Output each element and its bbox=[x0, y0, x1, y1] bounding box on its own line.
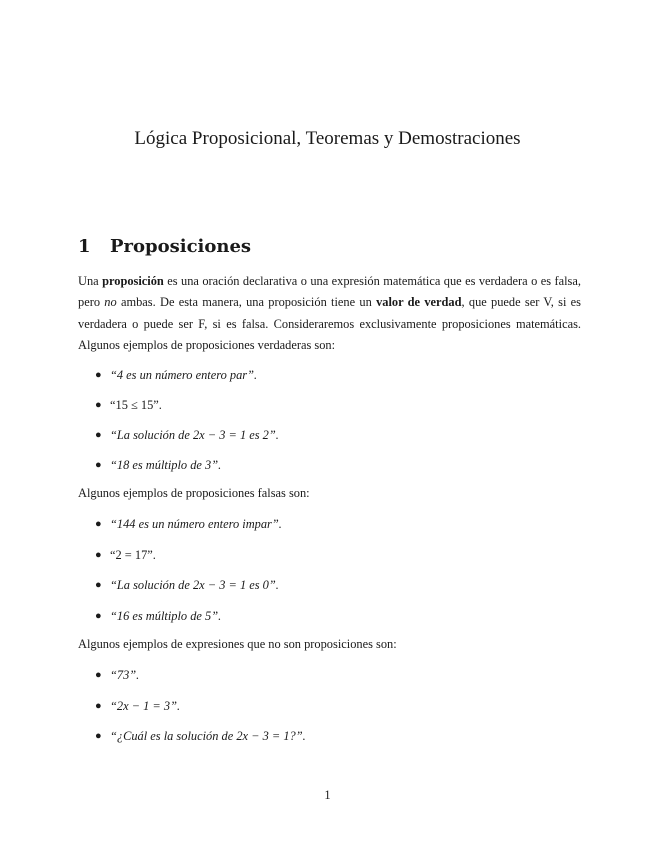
non-proposition-intro: Algunos ejemplos de expresiones que no son proposiciones son: bbox=[78, 637, 397, 651]
intro-text-4: , que puede ser V, si es verdadera o puede ser F, si es falsa. Consideraremos exclusivamente proposiciones matemáticas. Algunos ejemplos de proposiciones verdaderas son: bbox=[78, 295, 581, 352]
bullet-icon: ● bbox=[95, 459, 102, 471]
true-example-3: “La solución de 2x − 3 = 1 es 2”. bbox=[110, 428, 279, 442]
false-example-2: “2 = 17”. bbox=[110, 548, 156, 562]
bullet-icon: ● bbox=[95, 700, 102, 712]
list-item bbox=[78, 576, 578, 594]
non-example-1: “73”. bbox=[110, 668, 140, 682]
intro-text-2: es una oración declarativa o una expresión matemática que es verdadera o es falsa, pero bbox=[78, 274, 581, 310]
bullet-icon: ● bbox=[95, 610, 102, 622]
bullet-icon: ● bbox=[95, 518, 102, 530]
bullet-icon: ● bbox=[95, 579, 102, 591]
bullet-icon: ● bbox=[95, 399, 102, 411]
page-number: 1 bbox=[324, 788, 331, 802]
list-item bbox=[78, 607, 578, 625]
section-title: Proposiciones bbox=[110, 236, 252, 257]
false-example-3: “La solución de 2x − 3 = 1 es 0”. bbox=[110, 578, 279, 592]
bullet-icon: ● bbox=[95, 549, 102, 561]
true-example-1: “4 es un número entero par”. bbox=[110, 368, 258, 382]
true-example-4: “18 es múltiplo de 3”. bbox=[110, 458, 222, 472]
intro-text-3: ambas. De esta manera, una proposición tiene un bbox=[116, 295, 377, 310]
section-heading bbox=[78, 234, 251, 260]
list-item bbox=[78, 426, 578, 444]
bullet-icon: ● bbox=[95, 730, 102, 742]
non-example-2: “2x − 1 = 3”. bbox=[110, 699, 181, 713]
list-item bbox=[78, 366, 578, 384]
list-item bbox=[78, 666, 578, 684]
section-number: 1 bbox=[78, 236, 91, 257]
false-intro: Algunos ejemplos de proposiciones falsas son: bbox=[78, 486, 310, 500]
emphasis-no: no bbox=[104, 295, 117, 310]
intro-paragraph bbox=[78, 271, 581, 356]
bullet-icon: ● bbox=[95, 669, 102, 681]
bullet-icon: ● bbox=[95, 429, 102, 441]
intro-text-1: Una bbox=[78, 274, 103, 288]
list-item bbox=[78, 515, 578, 533]
false-example-4: “16 es múltiplo de 5”. bbox=[110, 609, 222, 623]
list-item bbox=[78, 727, 578, 745]
list-item bbox=[78, 456, 578, 474]
list-item bbox=[78, 697, 578, 715]
list-item bbox=[78, 396, 578, 414]
true-example-2: “15 ≤ 15”. bbox=[110, 398, 162, 412]
document-title: Lógica Proposicional, Teoremas y Demostraciones bbox=[134, 128, 521, 149]
term-proposicion: proposición bbox=[102, 274, 164, 288]
bullet-icon: ● bbox=[95, 369, 102, 381]
list-item bbox=[78, 546, 578, 564]
non-example-3: “¿Cuál es la solución de 2x − 3 = 1?”. bbox=[110, 729, 306, 743]
term-valor-de-verdad: valor de verdad bbox=[376, 295, 462, 310]
false-example-1: “144 es un número entero impar”. bbox=[110, 517, 282, 531]
